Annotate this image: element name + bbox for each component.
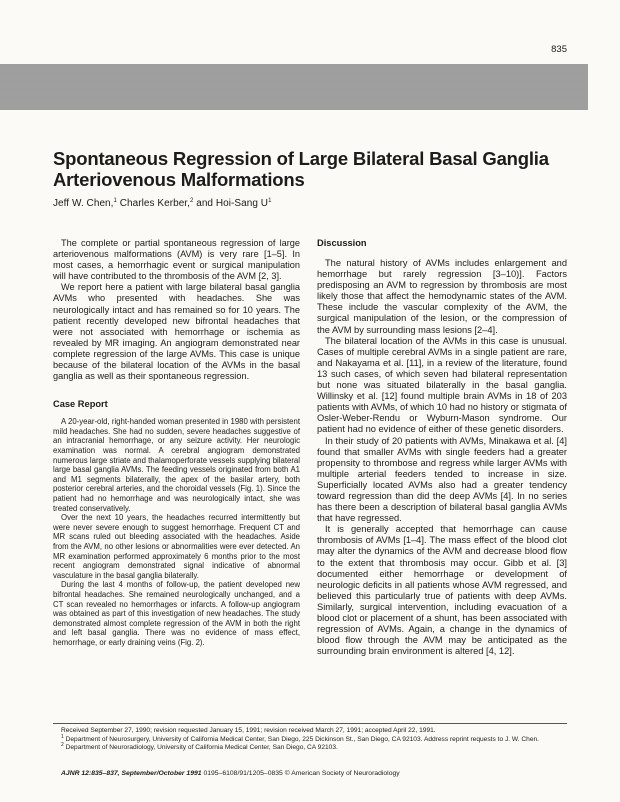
author-name: Hoi-Sang U: [215, 198, 269, 209]
left-column: [53, 238, 300, 647]
journal-code: 0195–6108/91/1205–0835 © American Society of Neuroradiology: [203, 770, 400, 777]
article-title: [53, 148, 573, 190]
author-list: [53, 198, 271, 209]
header-band: [0, 64, 588, 110]
discussion-paragraph: The bilateral location of the AVMs in this case is unusual. Cases of multiple cerebral AVMs in a single patient are rare, and Nakayama et al. [11], in a review of the literature, found 13 such cases, of which seven had bilateral representation but none was situated bilaterally in the basal ganglia. Willinsky et al. [12] found multiple brain AVMs in 18 of 203 patients with AVMs, of which 10 had no history or stigmata of Osler-Weber-Rendu or Wyburn-Mason syndrome. Our patient had no evidence of either of these genetic disorders.: [317, 335, 567, 435]
affiliation-mark: 1: [113, 198, 117, 204]
footnote-rule: [53, 723, 567, 724]
footnote-mark: 1: [61, 733, 64, 740]
author-name: Charles Kerber,: [119, 198, 190, 209]
abstract-paragraph: We report here a patient with large bilateral basal ganglia AVMs who presented with headaches. She was neurologically intact and has remained so for 10 years. The patient recently developed new bifrontal headaches that were not associated with hemorrhage or ischemia as revealed by MR imaging. An angiogram demonstrated near complete regression of the large AVMs. This case is unique because of the bilateral location of the AVMs in the basal ganglia as well as their spontaneous regression.: [53, 282, 300, 382]
footnotes: [53, 727, 567, 753]
case-report-paragraph: A 20-year-old, right-handed woman presented in 1980 with persistent mild headaches. She had no sudden, severe headaches suggestive of an intracranial hemorrhage, or any seizure activity. Her neurologic examination was normal. A cerebral angiogram demonstrated numerous large striate and thalamoperforate vessels supplying bilateral large basal ganglia AVMs. The feeding vessels originated from both A1 and M1 segments bilaterally, the apex of the basilar artery, both posterior cerebral arteries, and the choroidal vessels (Fig. 1). Since the patient had no hemorrhage and was neurologically intact, she was treated conservatively.: [53, 417, 300, 513]
discussion-paragraph: In their study of 20 patients with AVMs, Minakawa et al. [4] found that smaller AVMs with single feeders had a greater propensity to thrombose and regress while larger AVMs with multiple arterial feeders tended to increase in size. Superficially located AVMs also had a greater tendency toward regression than did the deep AVMs [4]. In no series has there been a description of bilateral basal ganglia AVMs that have regressed.: [317, 435, 567, 524]
affiliation-mark: 2: [189, 198, 194, 204]
footnote-text: Department of Neuroradiology, University of California Medical Center, San Diego, CA 92103.: [65, 744, 338, 752]
affiliation-mark: 1: [268, 198, 272, 204]
case-report-paragraph: Over the next 10 years, the headaches recurred intermittently but were never severe enough to suggest hemorrhage. Frequent CT and MR scans ruled out bleeding associated with the headaches. Aside from the AVM, no other lesions or abnormalities were ever detected. An MR examination performed approximately 6 months prior to the most recent angiogram demonstrated signal indicative of abnormal vasculature in the basal ganglia bilaterally.: [53, 513, 300, 580]
footnote-affiliation: [53, 733, 567, 745]
journal-citation: AJNR 12:835–837, September/October 1991: [61, 770, 202, 777]
case-report-paragraph: During the last 4 months of follow-up, the patient developed new bifrontal headaches. She remained neurologically unchanged, and a CT scan revealed no hemorrhages or infarcts. A follow-up angiogram was obtained as part of this investigation of new headaches. The study demonstrated almost complete regression of the AVM in both the right and left basal ganglia. There was no evidence of mass effect, hemorrhage, or early draining veins (Fig. 2).: [53, 580, 300, 647]
page-number: 835: [551, 44, 567, 55]
footnote-text: Department of Neurosurgery, University of California Medical Center, San Diego, 225 Dickinson St., San Diego, CA 92103. Address reprint requests to J. W. Chen.: [65, 735, 540, 743]
abstract-paragraph: The complete or partial spontaneous regression of large arteriovenous malformations (AVM) is very rare [1–5]. In most cases, a hemorrhagic event or surgical manipulation will have contributed to the thrombosis of the AVM [2, 3].: [53, 238, 300, 282]
journal-citation-line: [61, 770, 400, 777]
title-line-2: Arteriovenous Malformations: [53, 169, 305, 190]
case-report-heading: Case Report: [53, 399, 108, 410]
footnote-affiliation: [53, 744, 567, 753]
discussion-heading: Discussion: [317, 238, 367, 248]
received-dates: Received September 27, 1990; revision requested January 15, 1991; revision received March 27, 1991; accepted April 22, 1991.: [61, 727, 436, 734]
author-conjunction: and: [196, 198, 214, 209]
footnote-mark: 2: [61, 742, 64, 749]
title-line-1: Spontaneous Regression of Large Bilateral Basal Ganglia: [53, 148, 549, 169]
right-column: [317, 238, 567, 657]
discussion-paragraph: It is generally accepted that hemorrhage can cause thrombosis of AVMs [1–4]. The mass effect of the blood clot may alter the dynamics of the AVM and decrease blood flow to the extent that thrombosis may occur. Gibb et al. [3] documented either hemorrhage or development of neurologic deficits in all patients whose AVM regressed, and believed this particularly true of patients with deep AVMs. Similarly, surgical intervention, including evacuation of a blood clot or placement of a shunt, has been associated with regression of AVMs. Again, a change in the dynamics of blood flow through the AVM may be anticipated as the surrounding brain environment is altered [4, 12].: [317, 524, 567, 657]
author-name: Jeff W. Chen,: [53, 198, 114, 209]
discussion-paragraph: The natural history of AVMs includes enlargement and hemorrhage but rarely regression [3–10)]. Factors predisposing an AVM to regression by thrombosis are most likely those that affect the hemodynamic states of the AVM. These include the vascular complexity of the AVM, the surgical manipulation of the lesion, or the compression of the AVM by surrounding mass lesions [2–4].: [317, 258, 567, 335]
